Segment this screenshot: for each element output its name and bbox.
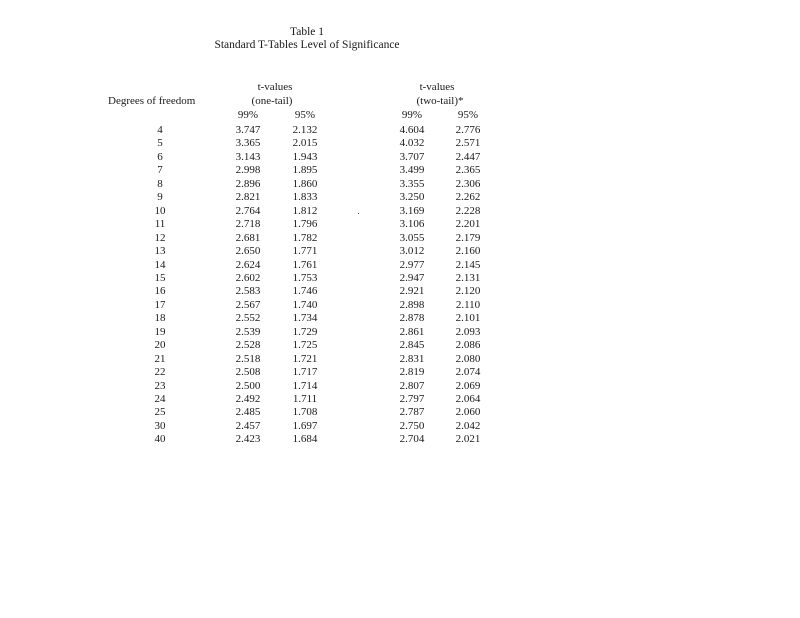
two-tail-99-cell: 3.707	[399, 150, 425, 163]
two-tail-95-cell: 2.571	[455, 137, 481, 150]
two-tail-95-cell: 2.131	[455, 271, 481, 284]
two-tail-99-cell: 2.977	[399, 258, 425, 271]
one-tail-99-cell: 3.365	[235, 137, 261, 150]
two-tail-95-cell: 2.776	[455, 124, 481, 136]
two-tail-99-cell: 2.819	[399, 366, 425, 379]
one-tail-95-cell: 2.015	[292, 137, 318, 150]
one-tail-99-cell: 2.508	[235, 366, 261, 379]
two-tail-95-cell: 2.021	[455, 433, 481, 446]
one-tail-95-cell: 1.714	[292, 379, 318, 392]
two-tail-95-cell: 2.086	[455, 339, 481, 352]
df-cell: 24	[154, 393, 166, 405]
two-tail-99-cell: 2.878	[399, 312, 425, 325]
two-tail-95-cell: 2.064	[455, 393, 481, 405]
one-tail-99-cell: 2.681	[235, 231, 261, 244]
two-tail-95-cell: 2.145	[455, 258, 481, 271]
one-tail-95-header: 95%	[294, 109, 316, 121]
two-tail-95-cell: 2.120	[455, 285, 481, 298]
one-tail-95-cell: 1.721	[292, 352, 318, 365]
df-cell: 13	[154, 245, 166, 258]
one-tail-99-cell: 3.143	[235, 150, 261, 163]
degrees-of-freedom-header: Degrees of freedom	[108, 95, 196, 107]
df-cell: 4	[157, 124, 163, 136]
df-cell: 10	[154, 204, 166, 217]
one-tail-99-cell: 2.485	[235, 406, 261, 419]
one-tail-99-cell: 2.896	[235, 177, 261, 190]
two-tail-95-cell: 2.160	[455, 245, 481, 258]
one-tail-99-cell: 2.583	[235, 285, 261, 298]
one-tail-99-cell: 2.539	[235, 325, 261, 338]
two-tail-99-cell: 3.106	[399, 218, 425, 231]
one-tail-95-cell: 1.833	[292, 191, 318, 204]
df-cell: 19	[154, 325, 166, 338]
df-cell: 20	[154, 339, 166, 352]
two-tail-95-cell: 2.262	[455, 191, 481, 204]
one-tail-99-cell: 2.518	[235, 352, 261, 365]
df-cell: 15	[154, 271, 166, 284]
two-tail-99-cell: 4.604	[399, 124, 425, 136]
one-tail-99-header: 99%	[237, 109, 259, 121]
two-tail-99-cell: 2.845	[399, 339, 425, 352]
one-tail-99-cell: 2.528	[235, 339, 261, 352]
two-tail-95-cell: 2.069	[455, 379, 481, 392]
two-tail-95-header: 95%	[457, 109, 479, 121]
two-tail-99-cell: 2.898	[399, 298, 425, 311]
one-tail-95-cell: 2.132	[292, 124, 318, 136]
one-tail-95-cell: 1.708	[292, 406, 318, 419]
df-cell: 7	[157, 164, 163, 177]
two-tail-99-cell: 2.921	[399, 285, 425, 298]
one-tail-99-cell: 2.764	[235, 204, 261, 217]
two-tail-95-cell: 2.110	[455, 298, 481, 311]
one-tail-95-cell: 1.740	[292, 298, 318, 311]
two-tail-95-cell: 2.365	[455, 164, 481, 177]
one-tail-99-cell: 2.821	[235, 191, 261, 204]
one-tail-95-cell: 1.895	[292, 164, 318, 177]
df-cell: 6	[157, 150, 163, 163]
df-cell: 22	[154, 366, 166, 379]
df-cell: 16	[154, 285, 166, 298]
two-tail-99-cell: 2.787	[399, 406, 425, 419]
df-cell: 5	[157, 137, 163, 150]
one-tail-95-cell: 1.761	[292, 258, 318, 271]
one-tail-95-cell: 1.796	[292, 218, 318, 231]
two-tail-95-cell: 2.080	[455, 352, 481, 365]
two-tail-99-cell: 3.250	[399, 191, 425, 204]
one-tail-95-cell: 1.746	[292, 285, 318, 298]
two-tail-header-line2: (two-tail)*	[416, 95, 464, 107]
two-tail-95-cell: 2.101	[455, 312, 481, 325]
two-tail-99-cell: 2.947	[399, 271, 425, 284]
two-tail-99-cell: 3.012	[399, 245, 425, 258]
df-cell: 30	[154, 419, 166, 432]
one-tail-95-cell: 1.697	[292, 419, 318, 432]
two-tail-99-cell: 2.797	[399, 393, 425, 405]
two-tail-99-cell: 3.499	[399, 164, 425, 177]
two-tail-95-cell: 2.447	[455, 150, 481, 163]
two-tail-99-cell: 3.055	[399, 231, 425, 244]
one-tail-99-cell: 2.552	[235, 312, 261, 325]
one-tail-95-cell: 1.717	[292, 366, 318, 379]
two-tail-95-cell: 2.060	[455, 406, 481, 419]
df-cell: 8	[157, 177, 163, 190]
one-tail-99-cell: 2.718	[235, 218, 261, 231]
one-tail-95-cell: 1.753	[292, 271, 318, 284]
one-tail-95-cell: 1.943	[292, 150, 318, 163]
one-tail-99-cell: 2.624	[235, 258, 261, 271]
one-tail-99-cell: 2.492	[235, 393, 261, 405]
two-tail-95-cell: 2.201	[455, 218, 481, 231]
two-tail-95-cell: 2.306	[455, 177, 481, 190]
two-tail-99-header: 99%	[401, 109, 423, 121]
df-cell: 12	[154, 231, 166, 244]
df-cell: 40	[154, 433, 166, 446]
two-tail-95-cell: 2.228	[455, 204, 481, 217]
one-tail-95-cell: 1.812	[292, 204, 318, 217]
one-tail-95-cell: 1.734	[292, 312, 318, 325]
two-tail-95-cell: 2.179	[455, 231, 481, 244]
df-cell: 21	[154, 352, 166, 365]
two-tail-99-cell: 2.807	[399, 379, 425, 392]
one-tail-99-cell: 3.747	[235, 124, 261, 136]
one-tail-95-cell: 1.729	[292, 325, 318, 338]
one-tail-99-cell: 2.567	[235, 298, 261, 311]
one-tail-95-cell: 1.782	[292, 231, 318, 244]
table-title: Table 1	[289, 26, 325, 38]
df-cell: 14	[154, 258, 166, 271]
one-tail-header-line1: t-values	[257, 81, 293, 93]
one-tail-99-cell: 2.423	[235, 433, 261, 446]
df-cell: 23	[154, 379, 166, 392]
df-cell: 9	[157, 191, 163, 204]
one-tail-99-cell: 2.457	[235, 419, 261, 432]
one-tail-95-cell: 1.771	[292, 245, 318, 258]
df-cell: 17	[154, 298, 166, 311]
two-tail-99-cell: 4.032	[399, 137, 425, 150]
one-tail-95-cell: 1.860	[292, 177, 318, 190]
one-tail-99-cell: 2.998	[235, 164, 261, 177]
one-tail-95-cell: 1.725	[292, 339, 318, 352]
two-tail-95-cell: 2.093	[455, 325, 481, 338]
one-tail-99-cell: 2.500	[235, 379, 261, 392]
one-tail-95-cell: 1.711	[292, 393, 318, 405]
two-tail-99-cell: 2.861	[399, 325, 425, 338]
one-tail-99-cell: 2.602	[235, 271, 261, 284]
one-tail-header-line2: (one-tail)	[251, 95, 293, 107]
df-cell: 25	[154, 406, 166, 419]
two-tail-header-line1: t-values	[419, 81, 455, 93]
df-cell: 11	[154, 218, 166, 231]
two-tail-99-cell: 2.704	[399, 433, 425, 446]
two-tail-99-cell: 3.355	[399, 177, 425, 190]
two-tail-95-cell: 2.074	[455, 366, 481, 379]
two-tail-99-cell: 2.831	[399, 352, 425, 365]
scan-speck	[358, 213, 359, 214]
two-tail-99-cell: 3.169	[399, 204, 425, 217]
one-tail-95-cell: 1.684	[292, 433, 318, 446]
table-subtitle: Standard T-Tables Level of Significance	[214, 39, 400, 51]
df-cell: 18	[154, 312, 166, 325]
one-tail-99-cell: 2.650	[235, 245, 261, 258]
two-tail-95-cell: 2.042	[455, 419, 481, 432]
two-tail-99-cell: 2.750	[399, 419, 425, 432]
